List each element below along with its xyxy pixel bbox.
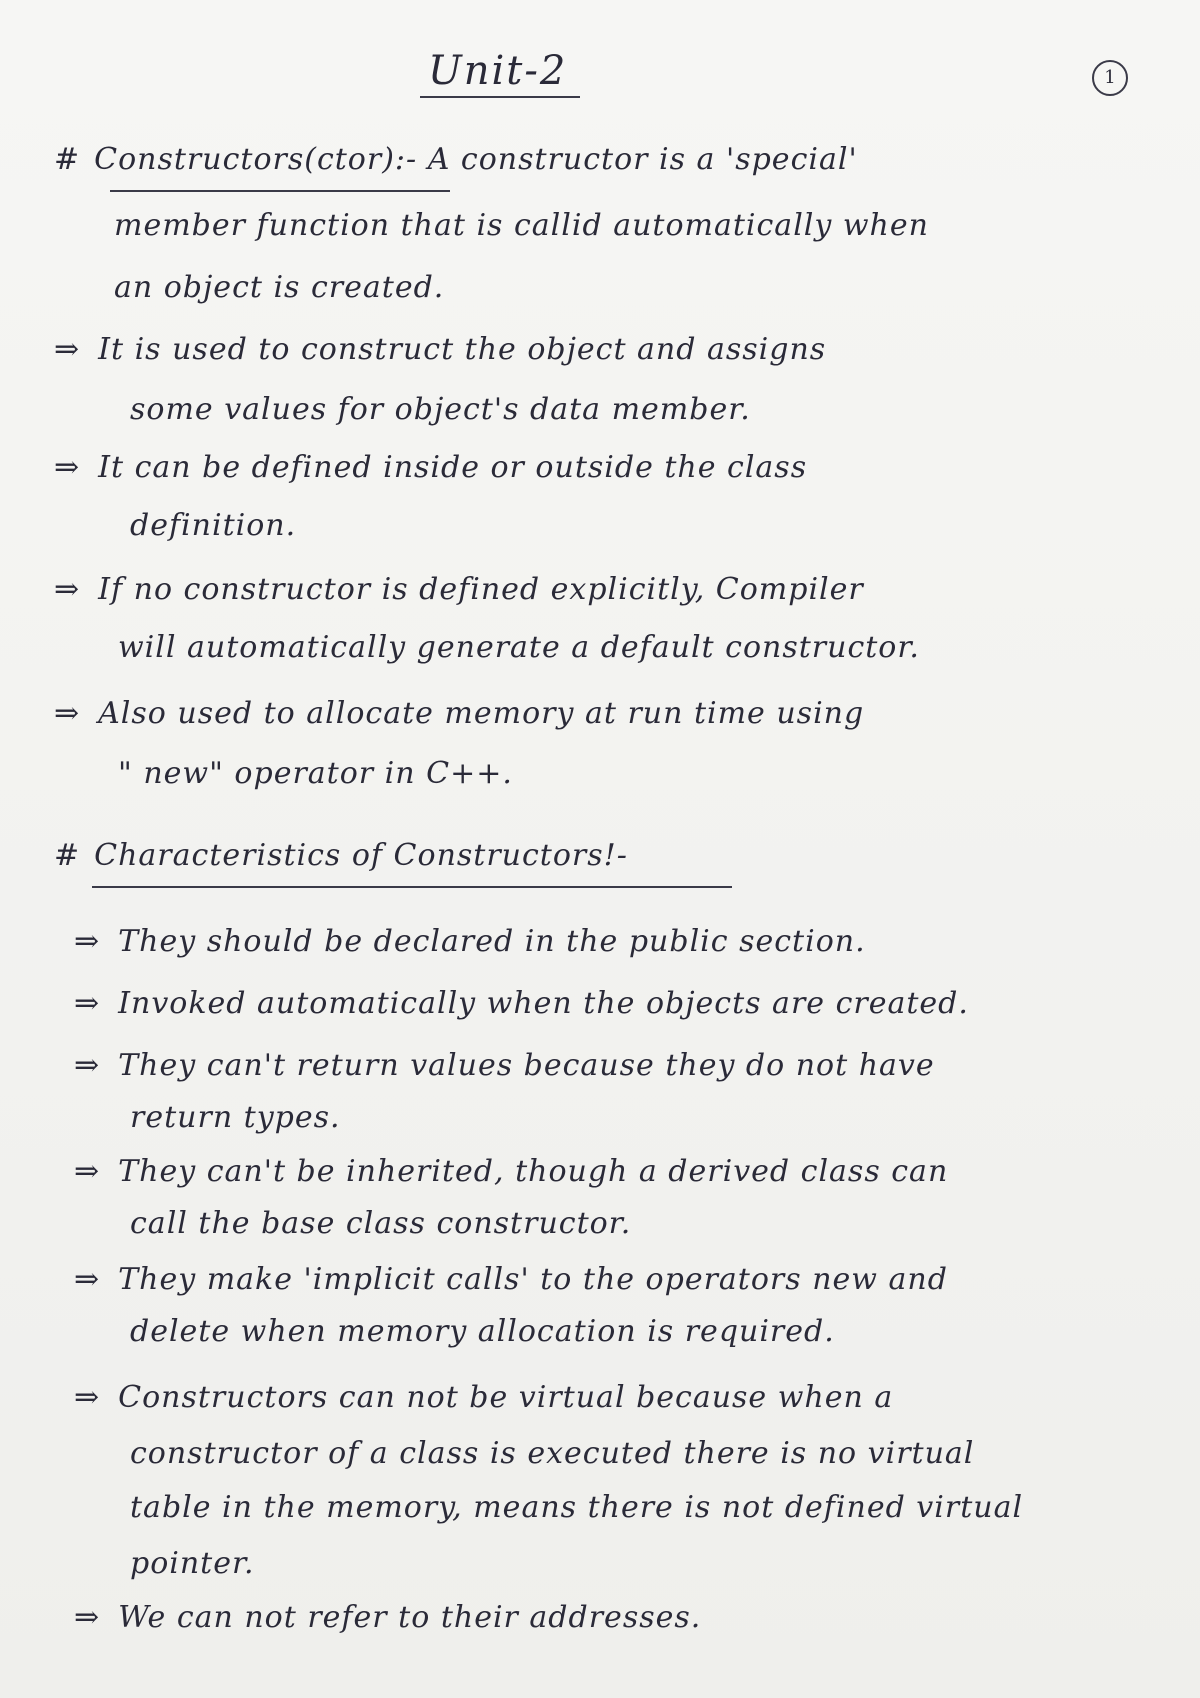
arrow-icon: ⇒ <box>54 696 81 731</box>
section2-bullet-6 <box>74 1380 893 1415</box>
section1-bullet-3-cont: will automatically generate a default constructor. <box>118 630 920 665</box>
section1-bullet-4-cont: " new" operator in C++. <box>118 756 513 791</box>
arrow-icon: ⇒ <box>54 450 81 485</box>
page-title: Unit-2 <box>428 48 568 94</box>
arrow-icon: ⇒ <box>74 1048 101 1083</box>
bullet-text: They can't be inherited, though a derived class can <box>118 1154 949 1189</box>
arrow-icon: ⇒ <box>74 1600 101 1635</box>
section2-bullet-3 <box>74 1048 935 1083</box>
bullet-text: They make 'implicit calls' to the operators new and <box>118 1262 948 1297</box>
hash-mark: # <box>54 142 81 177</box>
section2-bullet-5-cont: delete when memory allocation is required. <box>130 1314 835 1349</box>
bullet-text: It can be defined inside or outside the class <box>98 450 808 485</box>
section2-bullet-4 <box>74 1154 948 1189</box>
section2-bullet-2 <box>74 986 969 1021</box>
arrow-icon: ⇒ <box>74 986 101 1021</box>
arrow-icon: ⇒ <box>74 1154 101 1189</box>
arrow-icon: ⇒ <box>74 1262 101 1297</box>
arrow-icon: ⇒ <box>54 572 81 607</box>
bullet-text: Constructors can not be virtual because when a <box>118 1380 894 1415</box>
bullet-text: Also used to allocate memory at run time using <box>98 696 865 731</box>
arrow-icon: ⇒ <box>74 1380 101 1415</box>
section2-heading: Characteristics of Constructors!- <box>94 838 628 873</box>
section1-heading-line <box>54 142 858 177</box>
section2-bullet-3-cont: return types. <box>130 1100 341 1135</box>
section1-intro-line2: member function that is callid automatically when <box>114 208 929 243</box>
section2-heading-underline <box>92 886 732 888</box>
section1-heading-underline <box>110 190 450 192</box>
section2-bullet-6-cont2: table in the memory, means there is not defined virtual <box>130 1490 1024 1525</box>
section2-bullet-6-cont3: pointer. <box>130 1546 255 1581</box>
title-underline <box>420 96 580 98</box>
section1-intro: A constructor is a 'special' <box>427 142 858 177</box>
section2-bullet-5 <box>74 1262 948 1297</box>
section1-bullet-2-cont: definition. <box>130 508 297 543</box>
section2-bullet-4-cont: call the base class constructor. <box>130 1206 632 1241</box>
bullet-text: We can not refer to their addresses. <box>118 1600 702 1635</box>
section2-bullet-1 <box>74 924 866 959</box>
arrow-icon: ⇒ <box>54 332 81 367</box>
section1-bullet-1-cont: some values for object's data member. <box>130 392 751 427</box>
section1-intro-line3: an object is created. <box>114 270 445 305</box>
page-number: 1 <box>1092 60 1128 96</box>
section1-bullet-4 <box>54 696 864 731</box>
bullet-text: Invoked automatically when the objects are created. <box>118 986 969 1021</box>
bullet-text: They can't return values because they do not have <box>118 1048 935 1083</box>
hash-mark: # <box>54 838 81 873</box>
section2-heading-line <box>54 838 628 873</box>
bullet-text: It is used to construct the object and assigns <box>98 332 827 367</box>
section1-bullet-3 <box>54 572 864 607</box>
section2-bullet-7 <box>74 1600 701 1635</box>
section1-bullet-1 <box>54 332 826 367</box>
section2-bullet-6-cont1: constructor of a class is executed there is no virtual <box>130 1436 975 1471</box>
bullet-text: If no constructor is defined explicitly, Compiler <box>98 572 864 607</box>
bullet-text: They should be declared in the public section. <box>118 924 866 959</box>
section1-heading: Constructors(ctor):- <box>94 142 418 177</box>
section1-bullet-2 <box>54 450 807 485</box>
arrow-icon: ⇒ <box>74 924 101 959</box>
